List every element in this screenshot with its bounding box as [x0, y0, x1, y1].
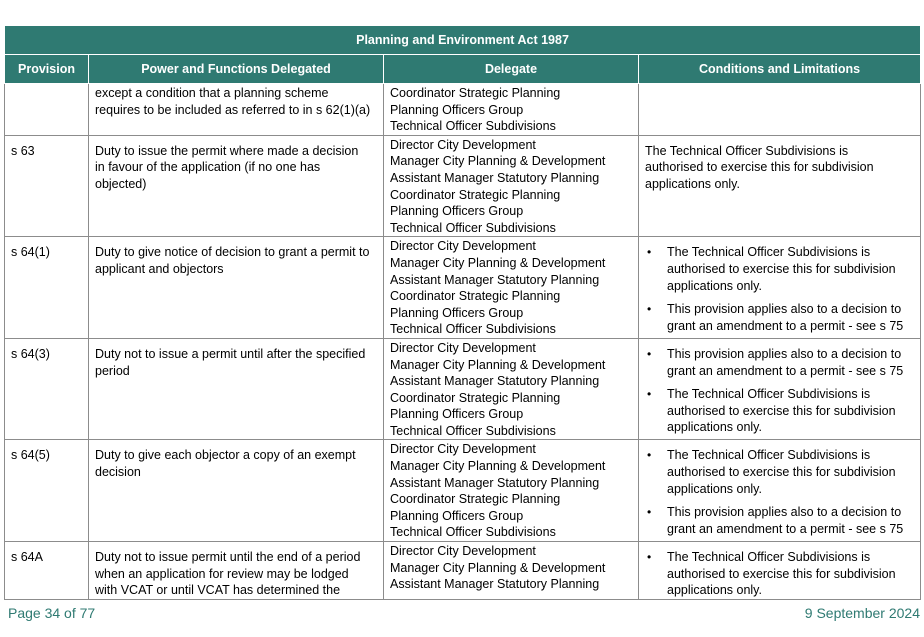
condition-text-line: authorised to exercise this for subdivision: [667, 566, 896, 581]
delegate-item: Technical Officer Subdivisions: [390, 119, 556, 134]
power-text-line: objected): [95, 176, 147, 191]
power-cell: [89, 84, 384, 136]
delegate-item: Director City Development: [390, 544, 536, 559]
header-provision: Provision: [5, 55, 89, 84]
condition-text-line: • This provision applies also to a decision to: [667, 302, 902, 317]
delegate-item: Manager City Planning & Development: [390, 154, 606, 169]
provision-cell: s 64A: [5, 542, 89, 600]
condition-text-line: • The Technical Officer Subdivisions is: [667, 550, 871, 565]
condition-text-line: • The Technical Officer Subdivisions is: [667, 448, 871, 463]
conditions-cell: [639, 338, 921, 440]
condition-text-line: applications only.: [667, 278, 762, 293]
delegate-item: Coordinator Strategic Planning: [390, 86, 561, 100]
condition-text-line: • The Technical Officer Subdivisions is: [667, 245, 871, 260]
delegate-item: Technical Officer Subdivisions: [390, 525, 556, 540]
delegate-cell: [384, 84, 639, 136]
condition-text-line: • The Technical Officer Subdivisions is: [667, 387, 871, 402]
delegate-item: Assistant Manager Statutory Planning: [390, 374, 600, 389]
delegate-item: Planning Officers Group: [390, 508, 524, 523]
delegate-item: Planning Officers Group: [390, 305, 524, 320]
condition-bullet: [667, 447, 914, 497]
power-text-line: when an application for review may be lodged: [95, 566, 349, 581]
provision-cell: s 64(3): [5, 338, 89, 440]
condition-text-line: authorised to exercise this for subdivision: [645, 160, 874, 175]
table-row: [5, 135, 921, 237]
condition-text-line: authorised to exercise this for subdivision: [667, 403, 896, 418]
provision-cell: [5, 84, 89, 136]
delegate-item: Coordinator Strategic Planning: [390, 289, 561, 304]
power-text-line: with VCAT or until VCAT has determined the: [95, 583, 341, 598]
power-text-line: requires to be included as referred to in s 62(1)(a): [95, 102, 371, 117]
header-conditions: Conditions and Limitations: [639, 55, 921, 84]
delegate-item: Director City Development: [390, 340, 536, 355]
power-text-line: Duty to give notice of decision to grant a permit to: [95, 245, 370, 260]
table-row: [5, 237, 921, 339]
conditions-cell: [639, 440, 921, 542]
delegate-item: Manager City Planning & Development: [390, 459, 606, 474]
power-cell: [89, 542, 384, 600]
power-text-line: decision: [95, 465, 141, 480]
delegate-item: Technical Officer Subdivisions: [390, 220, 556, 235]
delegate-cell: [384, 338, 639, 440]
condition-text-line: applications only.: [645, 176, 740, 191]
condition-text-line: applications only.: [667, 481, 762, 496]
table-row: [5, 338, 921, 440]
delegate-item: Director City Development: [390, 239, 536, 254]
delegate-item: Planning Officers Group: [390, 204, 524, 219]
delegate-item: Technical Officer Subdivisions: [390, 423, 556, 438]
table-row: [5, 84, 921, 136]
conditions-cell: [639, 542, 921, 600]
condition-text-line: authorised to exercise this for subdivision: [667, 261, 896, 276]
power-cell: [89, 237, 384, 339]
power-text-line: except a condition that a planning scheme: [95, 86, 329, 100]
table-title: Planning and Environment Act 1987: [5, 26, 921, 55]
provision-cell: s 63: [5, 135, 89, 237]
power-cell: [89, 135, 384, 237]
delegate-item: Technical Officer Subdivisions: [390, 322, 556, 337]
delegate-item: Manager City Planning & Development: [390, 357, 606, 372]
delegate-item: Assistant Manager Statutory Planning: [390, 170, 600, 185]
conditions-list: [645, 549, 914, 599]
delegate-item: Manager City Planning & Development: [390, 255, 606, 270]
delegate-item: Director City Development: [390, 442, 536, 457]
power-cell: [89, 440, 384, 542]
condition-bullet: [667, 504, 914, 537]
condition-text-line: The Technical Officer Subdivisions is: [645, 143, 849, 158]
condition-text-line: • This provision applies also to a decision to: [667, 346, 902, 361]
condition-text-line: grant an amendment to a permit - see s 75: [667, 363, 904, 378]
delegate-item: Director City Development: [390, 137, 536, 152]
condition-bullet: [667, 386, 914, 436]
conditions-list: [645, 447, 914, 537]
delegate-item: Planning Officers Group: [390, 407, 524, 422]
conditions-cell: [639, 237, 921, 339]
provision-cell: s 64(5): [5, 440, 89, 542]
power-text-line: Duty not to issue permit until the end of a period: [95, 550, 361, 565]
conditions-list: [645, 346, 914, 436]
delegate-item: Coordinator Strategic Planning: [390, 492, 561, 507]
delegate-item: Manager City Planning & Development: [390, 560, 606, 575]
delegate-cell: [384, 542, 639, 600]
header-power: Power and Functions Delegated: [89, 55, 384, 84]
condition-bullet: [667, 244, 914, 294]
condition-bullet: [667, 549, 914, 599]
delegate-item: Coordinator Strategic Planning: [390, 390, 561, 405]
condition-text-line: • This provision applies also to a decision to: [667, 505, 902, 520]
conditions-list: [645, 244, 914, 334]
condition-text-line: applications only.: [667, 583, 762, 598]
conditions-cell: [639, 84, 921, 136]
conditions-cell: [639, 135, 921, 237]
condition-text-line: authorised to exercise this for subdivision: [667, 465, 896, 480]
delegation-table: [4, 25, 921, 600]
power-text-line: Duty not to issue a permit until after the specified: [95, 346, 366, 361]
delegate-cell: [384, 440, 639, 542]
condition-bullet: [667, 301, 914, 334]
condition-text-line: grant an amendment to a permit - see s 75: [667, 318, 904, 333]
delegate-item: Coordinator Strategic Planning: [390, 187, 561, 202]
delegate-item: Assistant Manager Statutory Planning: [390, 577, 600, 592]
table-row: [5, 542, 921, 600]
delegate-cell: [384, 135, 639, 237]
table-row: [5, 440, 921, 542]
power-cell: [89, 338, 384, 440]
delegate-cell: [384, 237, 639, 339]
power-text-line: in favour of the application (if no one has: [95, 160, 321, 175]
delegate-item: Assistant Manager Statutory Planning: [390, 272, 600, 287]
condition-text-line: applications only.: [667, 420, 762, 435]
power-text-line: Duty to issue the permit where made a decision: [95, 143, 359, 158]
power-text-line: Duty to give each objector a copy of an exempt: [95, 448, 356, 463]
condition-text-line: grant an amendment to a permit - see s 75: [667, 521, 904, 536]
delegate-item: Planning Officers Group: [390, 102, 524, 117]
condition-bullet: [667, 346, 914, 379]
provision-cell: s 64(1): [5, 237, 89, 339]
document-date: 9 September 2024: [804, 605, 920, 621]
page-number: Page 34 of 77: [8, 605, 96, 621]
header-delegate: Delegate: [384, 55, 639, 84]
delegate-item: Assistant Manager Statutory Planning: [390, 475, 600, 490]
power-text-line: period: [95, 363, 130, 378]
power-text-line: applicant and objectors: [95, 261, 224, 276]
